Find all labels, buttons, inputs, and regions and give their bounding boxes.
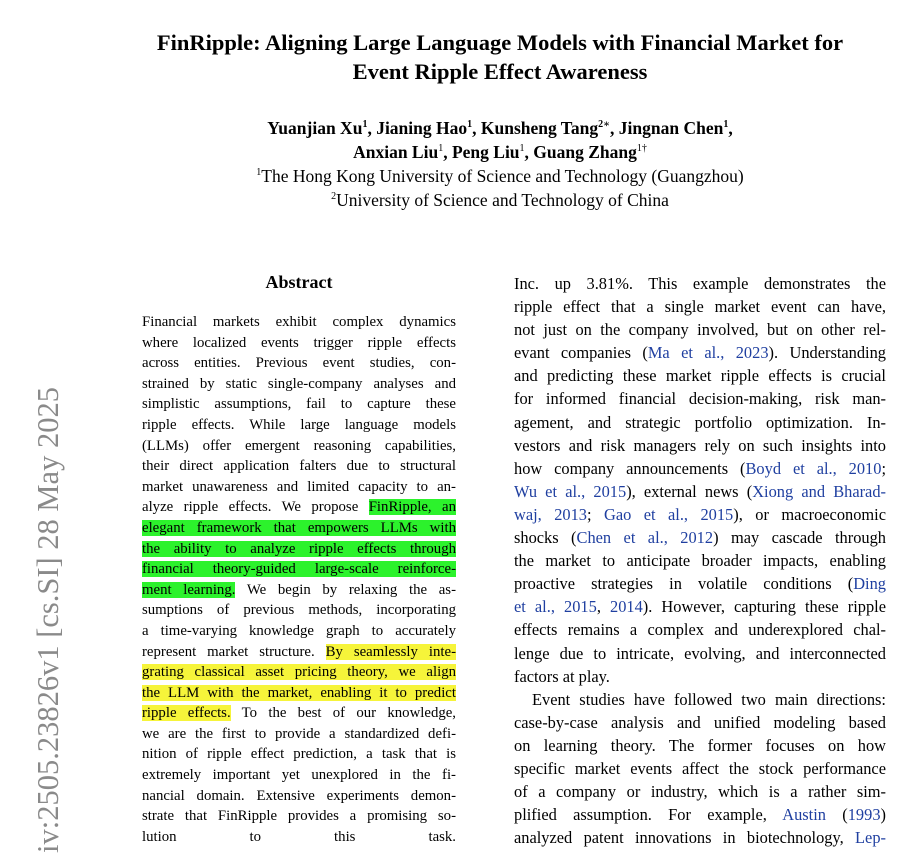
text-segment: ( bbox=[825, 805, 848, 825]
text-segment: proactive strategies in volatile conditions ( bbox=[514, 574, 854, 594]
text-segment: the market to anticipate broader impacts, enabling bbox=[514, 551, 886, 571]
abstract-text bbox=[142, 312, 456, 847]
text-segment: evant companies ( bbox=[514, 343, 648, 363]
author-affiliation-mark: 1 bbox=[723, 119, 729, 130]
text-segment: nancial domain. Extensive experiments demon- bbox=[142, 787, 456, 804]
text-segment: not just on the company involved, but on other rel- bbox=[514, 320, 886, 340]
text-segment: strained by static single-company analyses and bbox=[142, 375, 456, 392]
body-line bbox=[514, 411, 886, 434]
author-affiliation-mark: 2∗ bbox=[598, 119, 611, 130]
citation-link[interactable]: Wu et al., 2015 bbox=[514, 481, 627, 501]
author-separator: , bbox=[610, 118, 619, 138]
body-line bbox=[514, 549, 886, 572]
abstract-line bbox=[142, 744, 456, 765]
affiliation-line bbox=[100, 164, 900, 188]
abstract-line bbox=[142, 333, 456, 354]
text-segment: lenge due to intricate, evolving, and interconnected bbox=[514, 643, 886, 663]
paper-title bbox=[100, 28, 900, 86]
highlighted-text: the LLM with the market, enabling it to predict bbox=[142, 684, 456, 701]
text-segment: lution to this task. bbox=[142, 828, 456, 845]
text-segment: Event studies have followed two main directions: bbox=[532, 689, 886, 709]
title-line: FinRipple: Aligning Large Language Models with Financial Market for bbox=[156, 30, 844, 55]
text-segment: Financial markets exhibit complex dynamics bbox=[142, 314, 456, 330]
author-separator: , bbox=[367, 118, 377, 138]
abstract-line bbox=[142, 724, 456, 745]
affiliation-text: University of Science and Technology of China bbox=[336, 190, 669, 210]
citation-link[interactable]: Austin bbox=[782, 805, 826, 825]
citation-link[interactable]: Lep- bbox=[855, 828, 886, 848]
text-segment: analyzed patent innovations in biotechnology, bbox=[514, 828, 856, 848]
citation-link[interactable]: Boyd et al., 2010 bbox=[745, 458, 882, 478]
highlighted-text: ment learning. bbox=[142, 581, 236, 598]
abstract-line bbox=[142, 703, 456, 724]
text-segment: their direct application falters due to structural bbox=[142, 458, 456, 475]
body-line bbox=[514, 341, 886, 364]
affiliation-mark: 1 bbox=[256, 167, 262, 178]
text-segment: ; bbox=[586, 504, 604, 524]
abstract-line bbox=[142, 827, 456, 848]
author-name: Yuanjian Xu bbox=[267, 118, 363, 138]
highlighted-text: the ability to analyze ripple effects through bbox=[142, 540, 456, 557]
text-segment: factors at play. bbox=[514, 666, 610, 686]
citation-link[interactable]: 2014 bbox=[610, 597, 643, 617]
text-segment: ). However, capturing these ripple bbox=[642, 597, 886, 617]
body-line bbox=[514, 364, 886, 387]
title-line: Event Ripple Effect Awareness bbox=[352, 59, 648, 84]
text-segment: ), or macroeconomic bbox=[733, 504, 886, 524]
abstract-line bbox=[142, 477, 456, 498]
body-line bbox=[514, 780, 886, 803]
text-segment: plified assumption. For example, bbox=[514, 805, 783, 825]
author-affiliation-mark: 1 bbox=[519, 143, 525, 154]
body-line bbox=[514, 595, 886, 618]
highlighted-text: grating classical asset pricing theory, we align bbox=[142, 664, 456, 681]
citation-link[interactable]: Xiong and Bharad- bbox=[752, 481, 886, 501]
text-segment: nition of ripple effect prediction, a task that is bbox=[142, 746, 456, 763]
citation-link[interactable]: Ma et al., 2023 bbox=[647, 343, 769, 363]
author-name: Anxian Liu bbox=[353, 142, 439, 162]
text-segment: sumptions of previous methods, incorporating bbox=[142, 602, 456, 619]
text-segment: ) bbox=[880, 805, 886, 825]
arxiv-identifier-stamp: iv:2505.23826v1 [cs.SI] 28 May 2025 bbox=[31, 387, 65, 853]
abstract-line bbox=[142, 683, 456, 704]
text-segment: represent market structure. bbox=[142, 643, 326, 660]
author-separator: , bbox=[472, 118, 481, 138]
text-segment: We begin by relaxing the as- bbox=[235, 581, 456, 598]
text-segment: , bbox=[596, 597, 610, 617]
author-affiliation-mark: 1 bbox=[438, 143, 444, 154]
abstract-line bbox=[142, 415, 456, 436]
text-segment: ripple effects. While large language models bbox=[142, 416, 456, 433]
abstract-line bbox=[142, 394, 456, 415]
citation-link[interactable]: waj, 2013 bbox=[514, 504, 587, 524]
affiliation-line bbox=[100, 188, 900, 212]
body-line bbox=[514, 803, 886, 826]
abstract-line bbox=[142, 497, 456, 518]
body-line bbox=[514, 757, 886, 780]
citation-link[interactable]: Gao et al., 2015 bbox=[603, 504, 734, 524]
text-segment: To the best of our knowledge, bbox=[230, 705, 457, 722]
abstract-line bbox=[142, 786, 456, 807]
abstract-line bbox=[142, 374, 456, 395]
abstract-line bbox=[142, 580, 456, 601]
body-line bbox=[514, 480, 886, 503]
text-segment: agement, and strategic portfolio optimization. In- bbox=[514, 412, 886, 432]
body-line bbox=[514, 503, 886, 526]
body-line bbox=[514, 711, 886, 734]
abstract-heading: Abstract bbox=[265, 272, 333, 292]
text-segment: across entities. Previous event studies, con- bbox=[142, 355, 456, 372]
author-separator: , bbox=[524, 142, 534, 162]
text-segment: alyze ripple effects. We propose bbox=[142, 499, 369, 516]
text-segment: ; bbox=[881, 458, 886, 478]
text-segment: vestors and risk managers rely on such insights into bbox=[514, 435, 886, 455]
abstract-line bbox=[142, 600, 456, 621]
abstract-line bbox=[142, 518, 456, 539]
abstract-line bbox=[142, 539, 456, 560]
author-affiliation-mark: 1 bbox=[467, 119, 473, 130]
author-name: Kunsheng Tang bbox=[480, 118, 599, 138]
text-segment: extremely important yet unexplored in the fi- bbox=[142, 767, 456, 784]
abstract-line bbox=[142, 353, 456, 374]
author-separator: , bbox=[728, 118, 733, 138]
text-segment: and predicting these market ripple effects is crucial bbox=[514, 366, 886, 386]
abstract-line bbox=[142, 456, 456, 477]
affiliation-text: The Hong Kong University of Science and Technology (Guangzhou) bbox=[261, 166, 744, 186]
author-block bbox=[100, 116, 900, 212]
body-line bbox=[514, 457, 886, 480]
author-affiliation-mark: 1† bbox=[636, 143, 647, 154]
author-name: Jingnan Chen bbox=[618, 118, 724, 138]
text-segment: on learning theory. The former focuses on how bbox=[514, 735, 886, 755]
body-line bbox=[514, 688, 886, 711]
text-segment: shocks ( bbox=[514, 528, 577, 548]
author-line bbox=[100, 140, 900, 164]
body-line bbox=[514, 295, 886, 318]
highlighted-text: ripple effects. bbox=[142, 705, 231, 722]
text-segment: ) may cascade through bbox=[713, 528, 886, 548]
citation-link[interactable]: Chen et al., 2012 bbox=[576, 528, 714, 548]
abstract-line bbox=[142, 559, 456, 580]
abstract-line bbox=[142, 662, 456, 683]
body-line bbox=[514, 826, 886, 849]
text-segment: how company announcements ( bbox=[514, 458, 746, 478]
author-name: Guang Zhang bbox=[533, 142, 637, 162]
author-line bbox=[100, 116, 900, 140]
text-segment: effects remains a complex and underexplored chal- bbox=[514, 620, 886, 640]
abstract-line bbox=[142, 621, 456, 642]
text-segment: a time-varying knowledge graph to accurately bbox=[142, 622, 456, 639]
body-line bbox=[514, 272, 886, 295]
highlighted-text: By seamlessly inte- bbox=[325, 643, 457, 660]
author-name: Jianing Hao bbox=[376, 118, 468, 138]
abstract-line bbox=[142, 436, 456, 457]
body-line bbox=[514, 318, 886, 341]
author-name: Peng Liu bbox=[451, 142, 520, 162]
body-line bbox=[514, 434, 886, 457]
author-affiliation-mark: 1 bbox=[362, 119, 368, 130]
text-segment: for informed financial decision-making, risk man- bbox=[514, 389, 886, 409]
text-segment: specific market events affect the stock performance bbox=[514, 758, 886, 778]
text-segment: (LLMs) offer emergent reasoning capabilities, bbox=[142, 437, 456, 454]
affiliation-mark: 2 bbox=[331, 191, 337, 202]
abstract-line bbox=[142, 312, 456, 333]
body-line bbox=[514, 734, 886, 757]
text-segment: Inc. up 3.81%. This example demonstrates the bbox=[514, 274, 886, 293]
text-segment: strate that FinRipple provides a promising so- bbox=[142, 808, 456, 825]
citation-link[interactable]: Ding bbox=[853, 574, 886, 594]
abstract-line bbox=[142, 806, 456, 827]
text-segment: ripple effect that a single market event can have, bbox=[514, 297, 886, 317]
abstract-line bbox=[142, 642, 456, 663]
body-text bbox=[514, 272, 886, 849]
highlighted-text: financial theory-guided large-scale reinforce- bbox=[142, 561, 456, 578]
body-line bbox=[514, 526, 886, 549]
text-segment: market unawareness and limited capacity to an- bbox=[142, 478, 456, 495]
body-line bbox=[514, 387, 886, 410]
text-segment: ), external news ( bbox=[626, 481, 753, 501]
author-separator: , bbox=[443, 142, 452, 162]
body-line bbox=[514, 618, 886, 641]
citation-link[interactable]: et al., 2015 bbox=[514, 597, 597, 617]
body-line bbox=[514, 572, 886, 595]
text-segment: case-by-case analysis and unified modeling based bbox=[514, 712, 886, 732]
body-line bbox=[514, 642, 886, 665]
citation-link[interactable]: 1993 bbox=[847, 805, 881, 825]
text-segment: of a company or industry, which is a rather sim- bbox=[514, 782, 886, 802]
text-segment: where localized events trigger ripple effects bbox=[142, 334, 456, 351]
highlighted-text: elegant framework that empowers LLMs with bbox=[142, 519, 456, 536]
text-segment: simplistic assumptions, fail to capture these bbox=[142, 396, 456, 413]
body-line bbox=[514, 665, 886, 688]
highlighted-text: FinRipple, an bbox=[368, 499, 456, 516]
text-segment: we are the first to provide a standardized defi- bbox=[142, 725, 456, 742]
abstract-line bbox=[142, 765, 456, 786]
text-segment: ). Understanding bbox=[768, 343, 886, 363]
